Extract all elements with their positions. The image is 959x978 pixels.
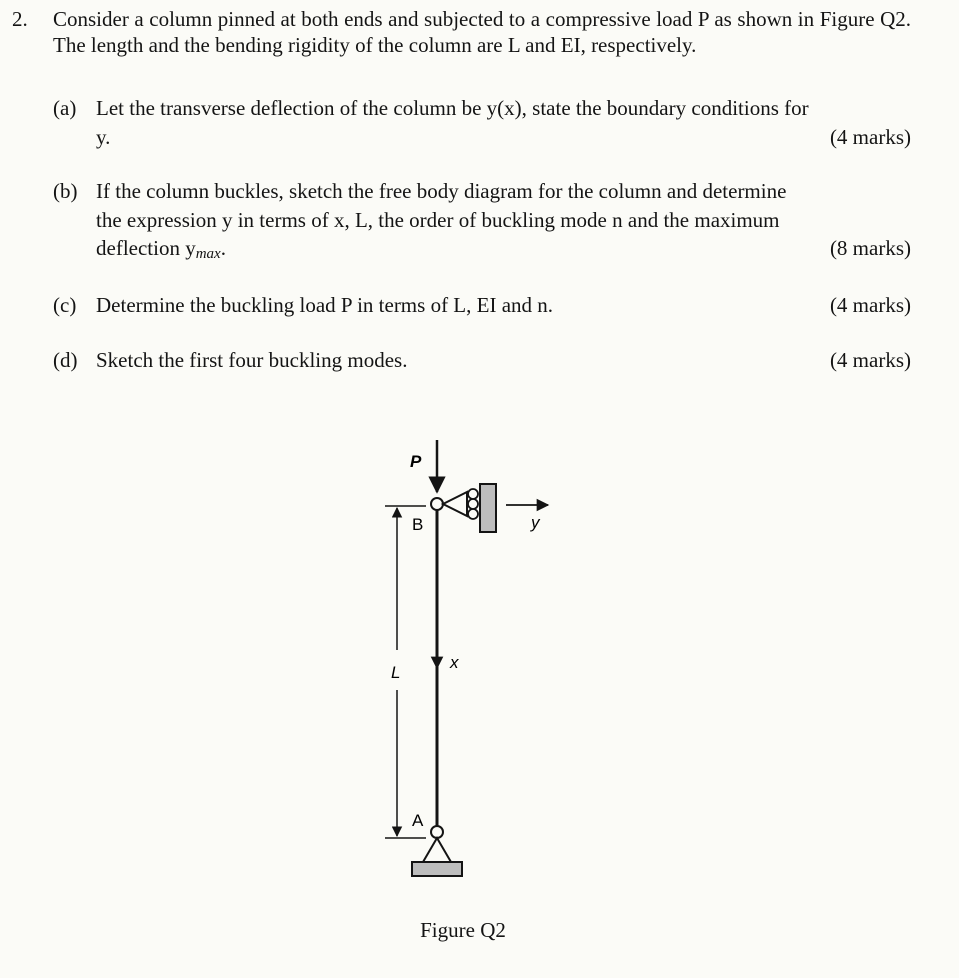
part-c-label: (c) xyxy=(53,293,77,317)
part-d-marks: (4 marks) xyxy=(829,348,911,372)
figure-caption: Figure Q2 xyxy=(420,918,506,942)
part-b-line-3-text: deflection y xyxy=(96,236,196,260)
part-c-marks: (4 marks) xyxy=(829,293,911,317)
x-axis-label: x xyxy=(450,653,459,672)
part-c-text: Determine the buckling load P in terms of L, EI and n. xyxy=(96,293,554,317)
part-a-line-2: y. xyxy=(96,125,111,149)
length-label: L xyxy=(391,663,401,682)
question-number: 2. xyxy=(12,7,28,31)
pin-support xyxy=(412,826,462,876)
end-label-b: B xyxy=(412,515,424,534)
roller-support xyxy=(443,484,496,532)
part-b-line-3-end: . xyxy=(220,236,226,260)
part-d-text: Sketch the first four buckling modes. xyxy=(96,348,408,372)
part-b-line-1: If the column buckles, sketch the free body diagram for the column and determine xyxy=(96,179,787,203)
end-label-a: A xyxy=(412,811,424,830)
part-b-subscript: max xyxy=(195,246,221,262)
part-d-label: (d) xyxy=(53,348,78,372)
part-a-label: (a) xyxy=(53,96,77,120)
part-b-marks: (8 marks) xyxy=(829,236,911,260)
part-a-line-1: Let the transverse deflection of the column be y(x), state the boundary conditions for xyxy=(96,96,809,120)
part-b-line-2: the expression y in terms of x, L, the order of buckling mode n and the maximum xyxy=(96,208,780,232)
part-a-marks: (4 marks) xyxy=(829,125,911,149)
y-axis-label: y xyxy=(531,513,540,532)
load-label: P xyxy=(410,452,422,471)
question-intro: Consider a column pinned at both ends and subjected to a compressive load P as shown in Figure Q2. The length and the bending rigidity of the column are L and EI, respectively. xyxy=(53,7,911,57)
part-b-label: (b) xyxy=(53,179,78,203)
